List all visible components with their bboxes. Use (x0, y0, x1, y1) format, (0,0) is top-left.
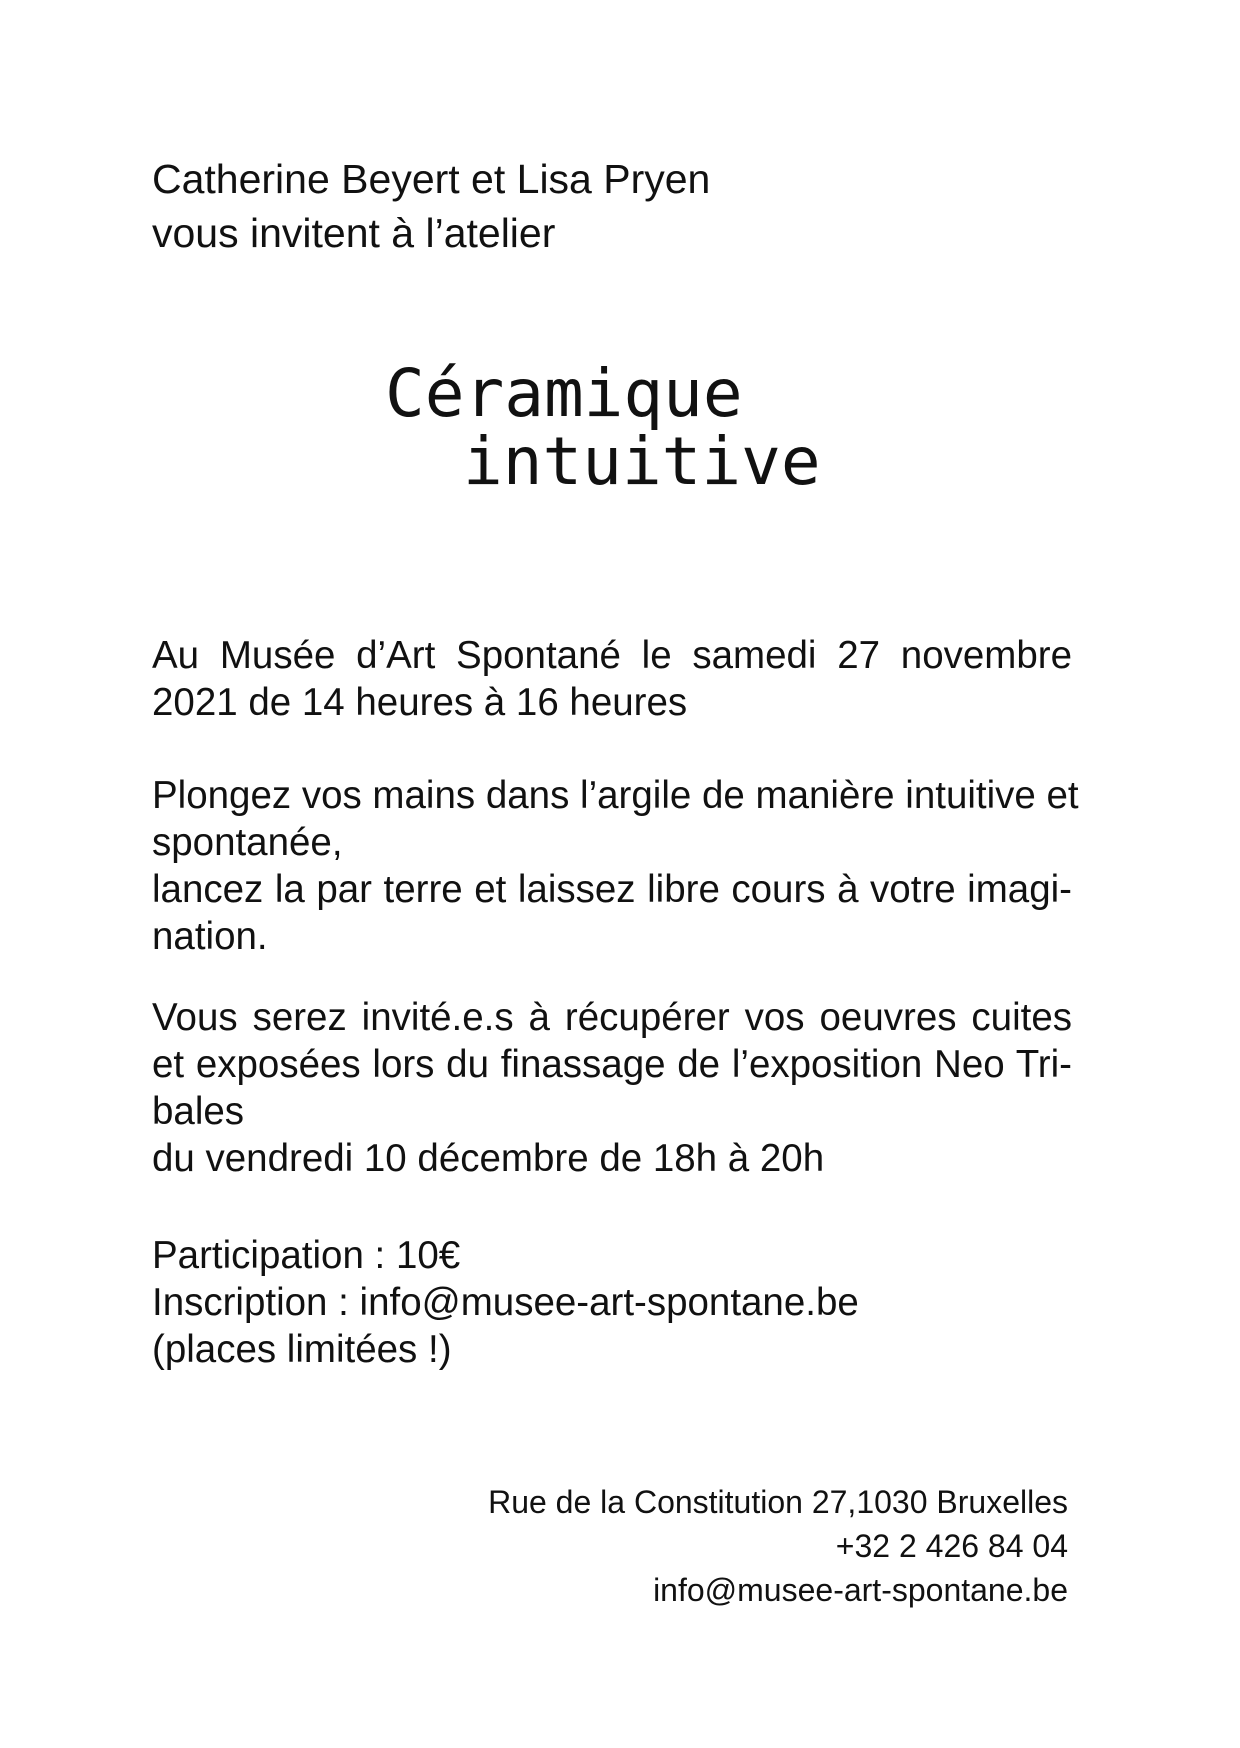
collection-line-4: du vendredi 10 décembre de 18h à 20h (152, 1137, 825, 1180)
description-line-1: Plongez vos mains dans l’argile de manière intuitive et (152, 774, 1079, 817)
title-line-2: intuitive (463, 423, 821, 500)
description-line-2: spontanée, (152, 821, 343, 864)
workshop-title (385, 355, 821, 500)
collection-line-3: bales (152, 1090, 245, 1133)
intro-invitation: vous invitent à l’atelier (152, 210, 556, 256)
contact-block (488, 1480, 1068, 1612)
description-line-4: nation. (152, 915, 268, 958)
participation-fee: Participation : 10€ (152, 1234, 461, 1277)
intro-hosts: Catherine Beyert et Lisa Pryen (152, 156, 711, 202)
date-line-2: 2021 de 14 heures à 16 heures (152, 681, 688, 724)
limited-places-note: (places limitées !) (152, 1328, 452, 1371)
contact-email: info@musee-art-spontane.be (653, 1572, 1068, 1608)
contact-phone: +32 2 426 84 04 (835, 1528, 1068, 1564)
collection-line-2: et exposées lors du finassage de l’exposition Neo Tri- (152, 1043, 1072, 1086)
title-line-1: Céramique (385, 355, 743, 432)
collection-line-1: Vous serez invité.e.s à récupérer vos oeuvres cuites (152, 996, 1072, 1039)
event-date-paragraph (152, 632, 1072, 726)
contact-address: Rue de la Constitution 27,1030 Bruxelles (488, 1484, 1068, 1520)
registration-email: Inscription : info@musee-art-spontane.be (152, 1281, 859, 1324)
collection-paragraph (152, 994, 1072, 1182)
invitation-intro (152, 152, 1072, 260)
date-line-1: Au Musée d’Art Spontané le samedi 27 novembre (152, 634, 1072, 677)
description-line-3: lancez la par terre et laissez libre cours à votre imagi- (152, 868, 1072, 911)
description-paragraph (152, 772, 1079, 960)
practical-info (152, 1232, 1072, 1373)
